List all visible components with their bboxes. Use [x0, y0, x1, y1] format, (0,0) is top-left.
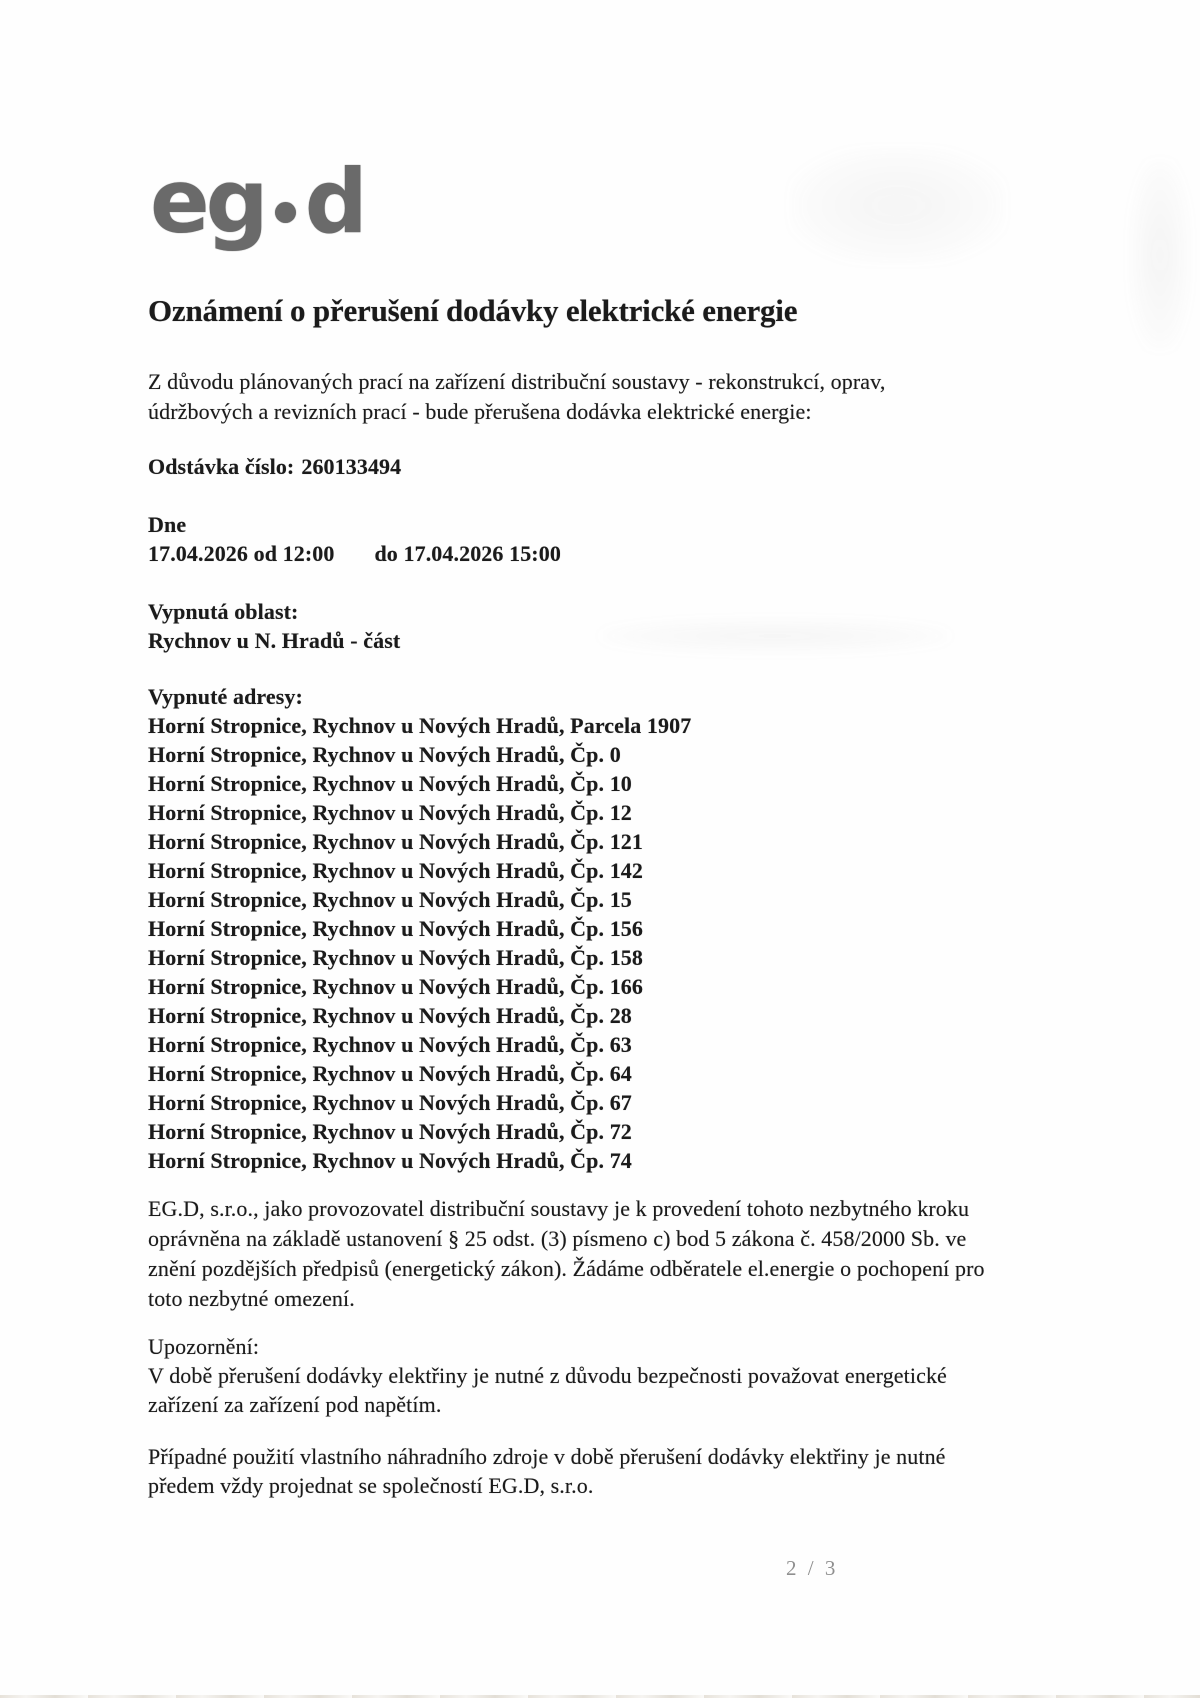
address-line: Horní Stropnice, Rychnov u Nových Hradů, Čp. 12 [148, 800, 632, 825]
outage-number-label: Odstávka číslo: [148, 454, 295, 479]
address-line: Horní Stropnice, Rychnov u Nových Hradů, Parcela 1907 [148, 713, 692, 738]
address-line: Horní Stropnice, Rychnov u Nových Hradů, Čp. 156 [148, 916, 644, 941]
scan-bleedthrough-artifact [790, 148, 1005, 263]
logo-text-eg: eg [150, 150, 265, 253]
page-number: 2 / 3 [786, 1556, 839, 1580]
warning-heading: Upozornění: [148, 1334, 260, 1359]
address-line: Horní Stropnice, Rychnov u Nových Hradů, Čp. 67 [148, 1090, 632, 1115]
date-range [148, 539, 561, 568]
address-line: Horní Stropnice, Rychnov u Nových Hradů, Čp. 72 [148, 1119, 632, 1144]
intro-line: Z důvodu plánovaných prací na zařízení distribuční soustavy - rekonstrukcí, oprav, [148, 369, 886, 394]
address-line: Horní Stropnice, Rychnov u Nových Hradů, Čp. 158 [148, 945, 644, 970]
date-to: do 17.04.2026 15:00 [374, 541, 561, 566]
outage-number-row [148, 452, 401, 481]
address-line: Horní Stropnice, Rychnov u Nových Hradů, Čp. 28 [148, 1003, 632, 1028]
area-label: Vypnutá oblast: [148, 599, 299, 624]
warning-line: V době přerušení dodávky elektřiny je nutné z důvodu bezpečnosti považovat energetické [148, 1363, 947, 1388]
area-value: Rychnov u N. Hradů - část [148, 628, 401, 653]
document-title: Oznámení o přerušení dodávky elektrické energie [148, 293, 798, 328]
logo-text-d: d [304, 150, 364, 253]
address-line: Horní Stropnice, Rychnov u Nových Hradů, Čp. 0 [148, 742, 621, 767]
addresses-label: Vypnuté adresy: [148, 684, 303, 709]
note-line: předem vždy projednat se společností EG.D, s.r.o. [148, 1473, 594, 1498]
address-line: Horní Stropnice, Rychnov u Nových Hradů, Čp. 121 [148, 829, 644, 854]
address-line: Horní Stropnice, Rychnov u Nových Hradů, Čp. 142 [148, 858, 644, 883]
scan-bleedthrough-artifact [600, 620, 950, 652]
date-block [148, 510, 561, 568]
addresses-block [148, 682, 691, 1175]
legal-line: znění pozdějších předpisů (energetický zákon). Žádáme odběratele el.energie o pochopení pro [148, 1256, 985, 1281]
address-line: Horní Stropnice, Rychnov u Nových Hradů, Čp. 15 [148, 887, 632, 912]
warning-line: zařízení za zařízení pod napětím. [148, 1392, 442, 1417]
intro-line: údržbových a revizních prací - bude přerušena dodávka elektrické energie: [148, 399, 812, 424]
logo-dot-icon [275, 202, 296, 223]
date-label: Dne [148, 512, 187, 537]
address-line: Horní Stropnice, Rychnov u Nových Hradů, Čp. 64 [148, 1061, 632, 1086]
intro-paragraph [148, 367, 885, 427]
address-line: Horní Stropnice, Rychnov u Nových Hradů, Čp. 10 [148, 771, 632, 796]
date-from: 17.04.2026 od 12:00 [148, 541, 335, 566]
note-block [148, 1442, 946, 1500]
legal-line: oprávněna na základě ustanovení § 25 odst. (3) písmeno c) bod 5 zákona č. 458/2000 Sb. ve [148, 1226, 967, 1251]
warning-block [148, 1332, 947, 1419]
scan-bleedthrough-artifact [1130, 160, 1190, 350]
address-line: Horní Stropnice, Rychnov u Nových Hradů, Čp. 74 [148, 1148, 632, 1173]
outage-number-value: 260133494 [301, 454, 402, 479]
area-block [148, 597, 400, 655]
egd-logo [150, 150, 364, 253]
note-line: Případné použití vlastního náhradního zdroje v době přerušení dodávky elektřiny je nutné [148, 1444, 946, 1469]
address-line: Horní Stropnice, Rychnov u Nových Hradů, Čp. 63 [148, 1032, 632, 1057]
legal-line: toto nezbytné omezení. [148, 1286, 355, 1311]
address-line: Horní Stropnice, Rychnov u Nových Hradů, Čp. 166 [148, 974, 644, 999]
legal-line: EG.D, s.r.o., jako provozovatel distribuční soustavy je k provedení tohoto nezbytného kroku [148, 1196, 970, 1221]
legal-paragraph [148, 1194, 985, 1314]
